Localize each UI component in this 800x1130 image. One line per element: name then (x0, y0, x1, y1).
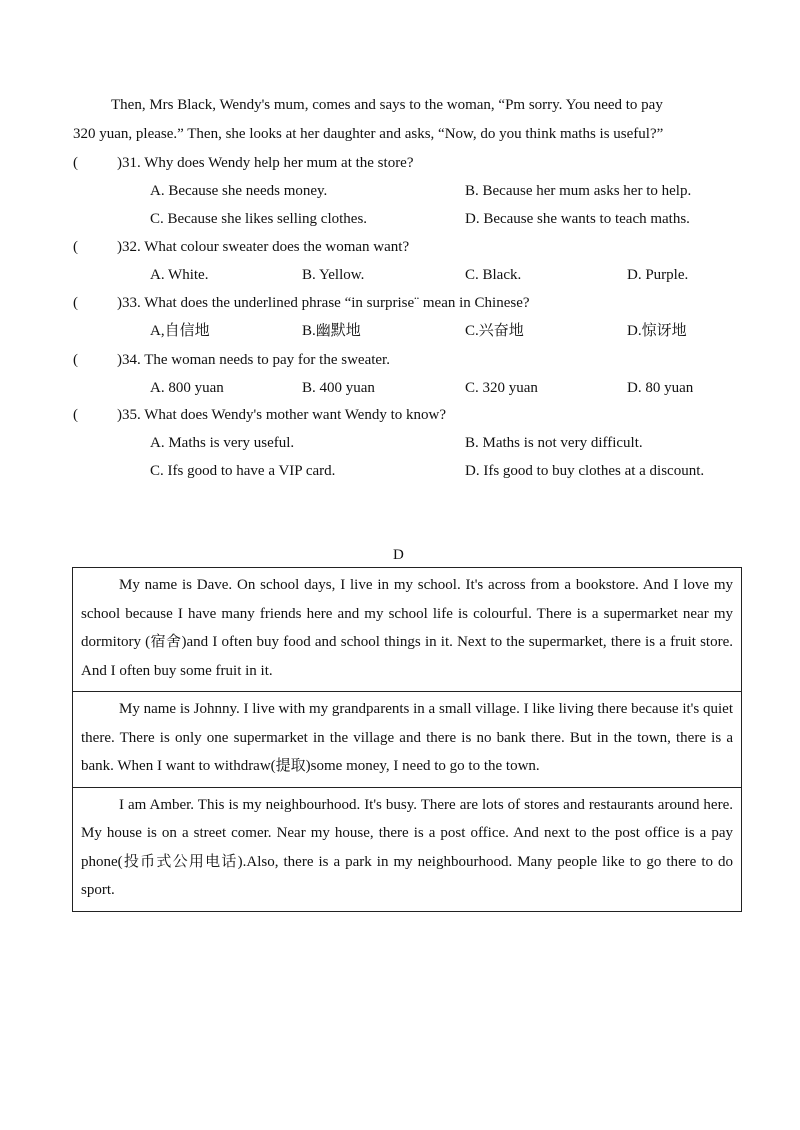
option-c: C. Ifs good to have a VIP card. (150, 463, 336, 479)
option-a: A,自信地 (150, 323, 210, 339)
passage-amber (73, 787, 741, 911)
option-d: D. Ifs good to buy clothes at a discount. (465, 463, 705, 479)
question-stem: )35. What does Wendy's mother want Wendy to know? (117, 407, 446, 423)
option-b: B. Maths is not very difficult. (465, 435, 643, 451)
option-a: A. White. (150, 267, 209, 283)
intro-line-2: 320 yuan, please.” Then, she looks at her daughter and asks, “Now, do you think maths is useful?” (73, 126, 664, 142)
section-heading: D (393, 547, 404, 563)
question-stem: )32. What colour sweater does the woman want? (117, 239, 410, 255)
option-b: B. 400 yuan (302, 380, 375, 396)
question-stem: )31. Why does Wendy help her mum at the store? (117, 155, 414, 171)
passage-johnny (73, 691, 741, 787)
option-d: D.惊讶地 (627, 323, 687, 339)
option-a: A. 800 yuan (150, 380, 224, 396)
passage-text: My name is Johnny. I live with my grandparents in a small village. I like living there because it's quiet there. There is only one supermarket in the village and there is no bank there. But in the town, there is a bank. When I want to withdraw(提取)some money, I need to go to the town. (81, 701, 733, 774)
question-stem: )34. The woman needs to pay for the sweater. (117, 352, 390, 368)
question-stem: )33. What does the underlined phrase “in surprise¨ mean in Chinese? (117, 295, 530, 311)
answer-bracket[interactable]: ( (73, 295, 78, 311)
option-b: B. Yellow. (302, 267, 365, 283)
option-d: D. Because she wants to teach maths. (465, 211, 690, 227)
option-c: C. Because she likes selling clothes. (150, 211, 368, 227)
passage-text: I am Amber. This is my neighbourhood. It's busy. There are lots of stores and restaurants around here. My house is on a street comer. Near my house, there is a post office. And next to the post office is a pay phone(投币式公用电话).Also, there is a park in my neighbourhood. Many people like to go there to do sport. (81, 796, 733, 898)
answer-bracket[interactable]: ( (73, 352, 78, 368)
passage-dave (73, 568, 741, 691)
option-c: C.兴奋地 (465, 323, 524, 339)
option-b: B.幽默地 (302, 323, 361, 339)
passage-text: My name is Dave. On school days, I live in my school. It's across from a bookstore. And I love my school because I have many friends here and my school life is colourful. There is a supermarket near my dormitory (宿舍)and I often buy food and school things in it. Next to the supermarket, there is a fruit store. And I often buy some fruit in it. (81, 577, 733, 679)
answer-bracket[interactable]: ( (73, 239, 78, 255)
option-d: D. 80 yuan (627, 380, 694, 396)
option-a: A. Maths is very useful. (150, 435, 295, 451)
option-c: C. 320 yuan (465, 380, 538, 396)
option-b: B. Because her mum asks her to help. (465, 183, 692, 199)
answer-bracket[interactable]: ( (73, 407, 78, 423)
option-d: D. Purple. (627, 267, 689, 283)
option-c: C. Black. (465, 267, 522, 283)
intro-line-1: Then, Mrs Black, Wendy's mum, comes and says to the woman, “Pm sorry. You need to pay (111, 97, 663, 113)
passages-table (72, 567, 742, 912)
option-a: A. Because she needs money. (150, 183, 328, 199)
answer-bracket[interactable]: ( (73, 155, 78, 171)
